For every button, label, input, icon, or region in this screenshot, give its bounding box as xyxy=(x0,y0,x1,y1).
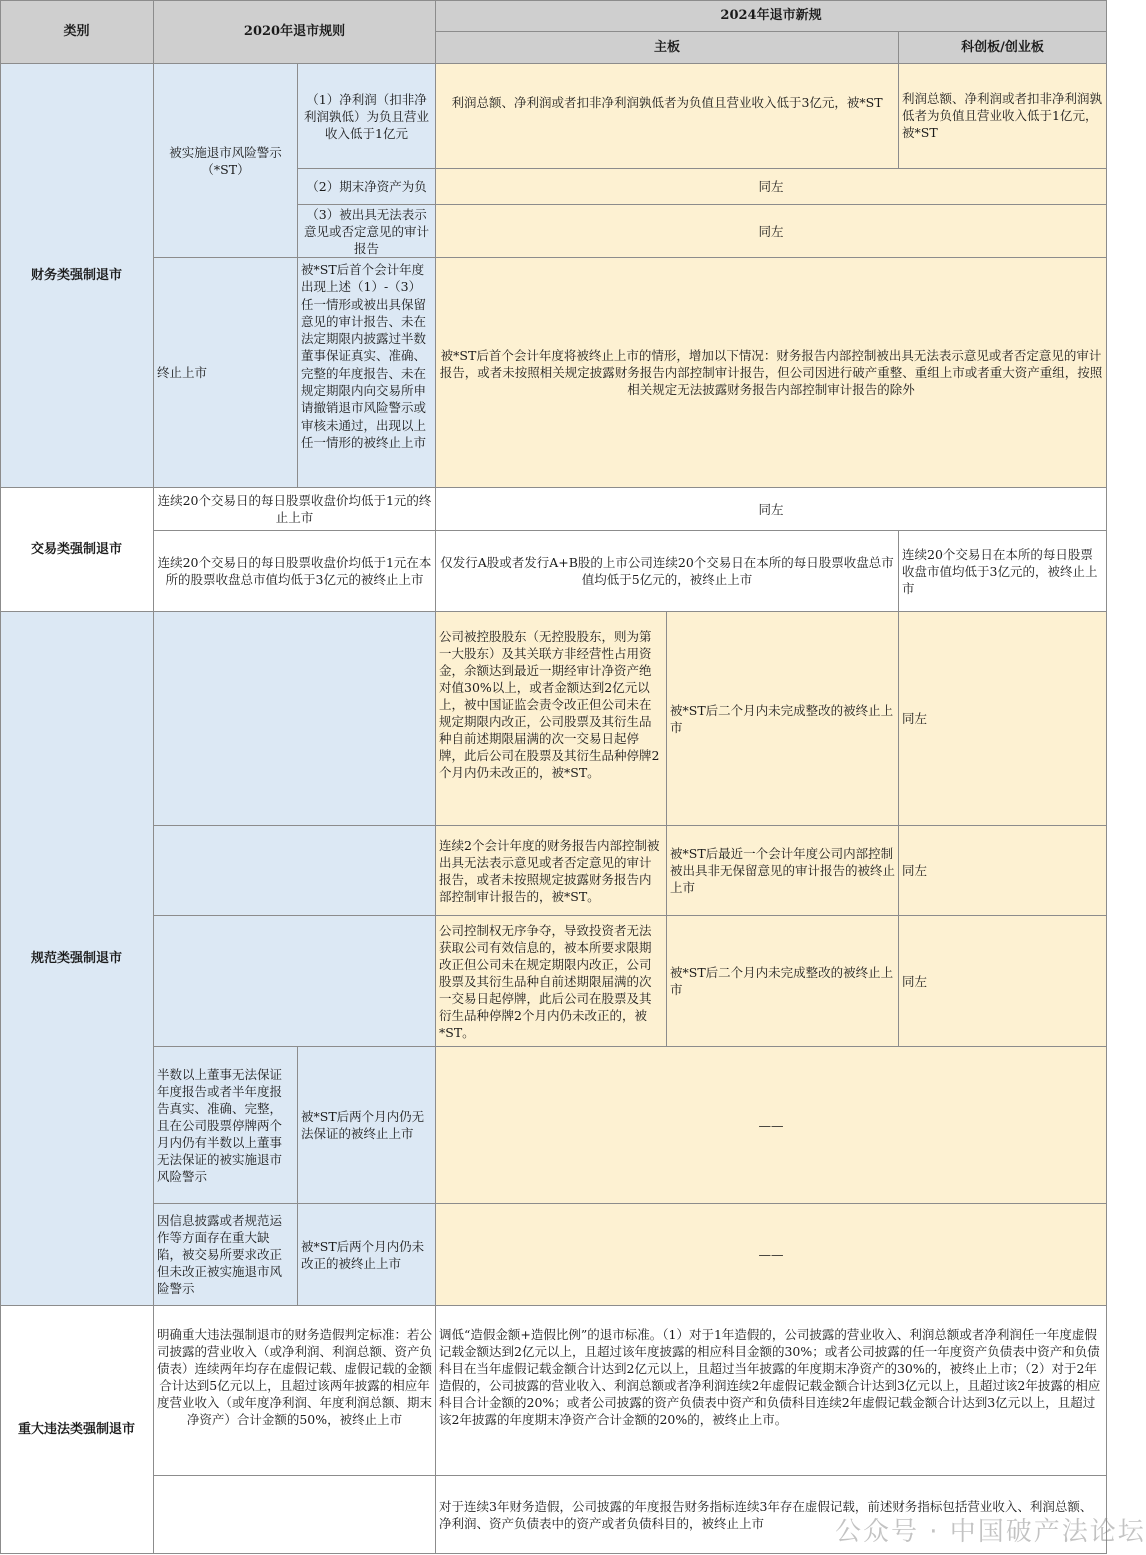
regulatory-r1-main-b xyxy=(667,612,899,826)
header-2020 xyxy=(154,0,436,64)
trading-r2-star xyxy=(899,531,1107,612)
violation-r1-new xyxy=(436,1306,1107,1476)
regulatory-r3-main-a-text: 公司控制权无序争夺，导致投资者无法获取公司有效信息的，被本所要求限期改正但公司未在规定期限内改正，公司股票及其衍生品种自前述期限届满的次一交易日起停牌，此后公司在股票及其衍生品种停牌2个月内仍未改正的，被*ST。 xyxy=(439,922,652,1040)
category-trading-label: 交易类强制退市 xyxy=(30,542,122,557)
trading-r2-2020-text: 连续20个交易日的每日股票收盘价均低于1元在本所的股票收盘总市值均低于3亿元的被终止上市 xyxy=(157,555,432,587)
trading-r1-2020 xyxy=(154,488,436,531)
regulatory-r5-new xyxy=(436,1204,1107,1306)
regulatory-r2-main-a xyxy=(436,826,667,916)
financial-r1-2020-text: （1）净利润（扣非净利润孰低）为负且营业收入低于1亿元 xyxy=(303,91,429,141)
regulatory-r2-star xyxy=(899,826,1107,916)
regulatory-r2-main-b xyxy=(667,826,899,916)
violation-r1-new-text: 调低“造假金额+造假比例”的退市标准。（1）对于1年造假的，公司披露的营业收入、利润总额或者净利润任一年度虚假记载金额达到2亿元以上，且超过该年度披露的相应科目金额的30%；或者公司披露的任一年度资产负债表中资产和负债科目在当年虚假记载金额合计达到2亿元以上，且超过当年披露的年度期末净资产的30%的，被终止上市；（2）对于2年造假的，公司披露的营业收入、利润总额或者净利润连续2年虚假记载金额合计达到3亿元以上，且超过该2年披露的相应科目合计金额的20%；或者公司披露的资产负债表中资产和负债科目连续2年虚假记载金额合计达到3亿元以上，且超过该2年披露的年度期末净资产合计金额的20%的，被终止上市。 xyxy=(439,1327,1101,1427)
financial-term-label xyxy=(154,258,298,488)
header-star-gem-board xyxy=(899,32,1107,64)
financial-r2-new-text: 同左 xyxy=(758,179,784,194)
regulatory-r2-star-text: 同左 xyxy=(902,863,928,878)
trading-r1-2020-text: 连续20个交易日的每日股票收盘价均低于1元的终止上市 xyxy=(157,493,432,525)
header-2020-label: 2020年退市规则 xyxy=(243,24,346,39)
financial-term-text: 终止上市 xyxy=(157,365,208,380)
regulatory-r1-main-a xyxy=(436,612,667,826)
financial-st-label xyxy=(154,64,298,258)
regulatory-r5-2020-a xyxy=(154,1204,298,1306)
trading-r2-2020 xyxy=(154,531,436,612)
regulatory-r4-2020-a xyxy=(154,1047,298,1204)
watermark xyxy=(835,1511,1146,1548)
regulatory-r5-2020-b xyxy=(298,1204,436,1306)
regulatory-r2-main-a-text: 连续2个会计年度的财务报告内部控制被出具无法表示意见或者否定意见的审计报告，或者未按照规定披露财务报告内部控制审计报告的，被*ST。 xyxy=(439,837,660,904)
financial-r2-new xyxy=(436,169,1107,205)
regulatory-r1-main-b-text: 被*ST后二个月内未完成整改的被终止上市 xyxy=(670,702,894,735)
category-violation xyxy=(0,1306,154,1554)
regulatory-r1-star-text: 同左 xyxy=(902,711,928,726)
trading-r2-star-text: 连续20个交易日在本所的每日股票收盘市值均低于3亿元的，被终止上市 xyxy=(902,546,1098,596)
regulatory-r5-new-text: —— xyxy=(758,1247,784,1262)
violation-r2-new-text: 对于连续3年财务造假，公司披露的年度报告财务指标连续3年存在虚假记载，前述财务指标包括营业收入、利润总额、净利润、资产负债表中的资产或者负债科目的，被终止上市 xyxy=(439,1499,1093,1531)
header-category-label: 类别 xyxy=(63,24,90,39)
header-2024 xyxy=(436,0,1107,32)
financial-r1-2020 xyxy=(298,64,436,169)
trading-r2-main-text: 仅发行A股或者发行A+B股的上市公司连续20个交易日在本所的每日股票收盘总市值均低于5亿元的，被终止上市 xyxy=(440,555,894,587)
financial-r1-main xyxy=(436,64,899,169)
regulatory-r3-main-a xyxy=(436,916,667,1047)
trading-r1-new xyxy=(436,488,1107,531)
watermark-text: 公众号 · 中国破产法论坛 xyxy=(835,1517,1146,1547)
regulatory-r1-2020-empty xyxy=(154,612,436,826)
regulatory-r3-main-b-text: 被*ST后二个月内未完成整改的被终止上市 xyxy=(670,965,894,997)
financial-r2-2020-text: （2）期末净资产为负 xyxy=(306,179,427,194)
financial-st-text: 被实施退市风险警示（*ST） xyxy=(169,144,282,177)
financial-r3-2020 xyxy=(298,205,436,258)
header-main-board xyxy=(436,32,899,64)
category-trading xyxy=(0,488,154,612)
financial-r1-star xyxy=(899,64,1107,169)
financial-r3-new xyxy=(436,205,1107,258)
regulatory-r5-2020-a-text: 因信息披露或者规范运作等方面存在重大缺陷，被交易所要求改正但未改正被实施退市风险警示 xyxy=(157,1213,283,1296)
category-regulatory xyxy=(0,612,154,1306)
financial-term-2020 xyxy=(298,258,436,488)
violation-r1-2020-text: 明确重大违法强制退市的财务造假判定标准：若公司披露的营业收入（或净利润、利润总额、资产负债表）连续两年均存在虚假记载、虚假记载的金额合计达到5亿元以上，且超过该两年披露的相应年度营业收入（或年度净利润、年度利润总额、期末净资产）合计金额的50%，被终止上市 xyxy=(157,1327,433,1427)
regulatory-r1-star xyxy=(899,612,1107,826)
financial-term-new xyxy=(436,258,1107,488)
financial-r3-2020-text: （3）被出具无法表示意见或否定意见的审计报告 xyxy=(303,206,429,256)
category-financial-label: 财务类强制退市 xyxy=(30,268,122,283)
regulatory-r3-main-b xyxy=(667,916,899,1047)
trading-r1-new-text: 同左 xyxy=(758,501,784,517)
regulatory-r1-main-a-text: 公司被控股股东（无控股股东，则为第一大股东）及其关联方非经营性占用资金，余额达到最近一期经审计净资产绝对值30%以上，或者金额达到2亿元以上，被中国证监会责令改正但公司未在规定期限内改正，公司股票及其衍生品种自前述期限届满的次一交易日起停牌，此后公司在股票及其衍生品种停牌2个月内仍未改正的，被*ST。 xyxy=(439,629,660,780)
header-category xyxy=(0,0,154,64)
regulatory-r4-2020-a-text: 半数以上董事无法保证年度报告或者半年度报告真实、准确、完整，且在公司股票停牌两个月内仍有半数以上董事无法保证的被实施退市风险警示 xyxy=(157,1066,283,1184)
violation-r2-2020-empty xyxy=(154,1476,436,1554)
financial-r3-new-text: 同左 xyxy=(758,223,784,239)
regulatory-r3-star-text: 同左 xyxy=(902,973,928,989)
financial-r1-star-text: 利润总额、净利润或者扣非净利润孰低者为负值且营业收入低于1亿元，被*ST xyxy=(902,91,1103,140)
violation-r1-2020 xyxy=(154,1306,436,1476)
regulatory-r3-2020-empty xyxy=(154,916,436,1047)
header-main-board-label: 主板 xyxy=(653,40,680,55)
regulatory-r2-main-b-text: 被*ST后最近一个会计年度公司内部控制被出具非无保留意见的审计报告的被终止上市 xyxy=(670,846,896,895)
header-2024-label: 2024年退市新规 xyxy=(720,8,822,23)
category-financial xyxy=(0,64,154,488)
regulatory-r4-2020-b xyxy=(298,1047,436,1204)
financial-r2-2020 xyxy=(298,169,436,205)
financial-term-new-text: 被*ST后首个会计年度将被终止上市的情形，增加以下情况：财务报告内部控制被出具无法表示意见或者否定意见的审计报告，或者未按照相关规定披露财务报告内部控制审计报告，但公司因进行破产重整、重组上市或者重大资产重组，按照相关规定无法披露财务报告内部控制审计报告的除外 xyxy=(439,348,1103,397)
regulatory-r3-star xyxy=(899,916,1107,1047)
financial-term-2020-text: 被*ST后首个会计年度出现上述（1）-（3）任一情形或被出具保留意见的审计报告、未在法定期限内披露过半数董事保证真实、准确、完整的年度报告、未在规定期限内向交易所申请撤销退市风险警示或审核未通过，出现以上任一情形的被终止上市 xyxy=(301,262,427,450)
regulatory-r5-2020-b-text: 被*ST后两个月内仍未改正的被终止上市 xyxy=(301,1238,425,1271)
category-violation-label: 重大违法类强制退市 xyxy=(17,1422,135,1437)
header-star-gem-label: 科创板/创业板 xyxy=(961,40,1044,55)
trading-r2-main xyxy=(436,531,899,612)
financial-r1-main-text: 利润总额、净利润或者扣非净利润孰低者为负值且营业收入低于3亿元，被*ST xyxy=(451,95,883,110)
regulatory-r2-2020-empty xyxy=(154,826,436,916)
regulatory-r4-2020-b-text: 被*ST后两个月内仍无法保证的被终止上市 xyxy=(301,1109,425,1141)
category-regulatory-label: 规范类强制退市 xyxy=(30,951,122,966)
regulatory-r4-new-text: —— xyxy=(758,1117,784,1133)
regulatory-r4-new xyxy=(436,1047,1107,1204)
